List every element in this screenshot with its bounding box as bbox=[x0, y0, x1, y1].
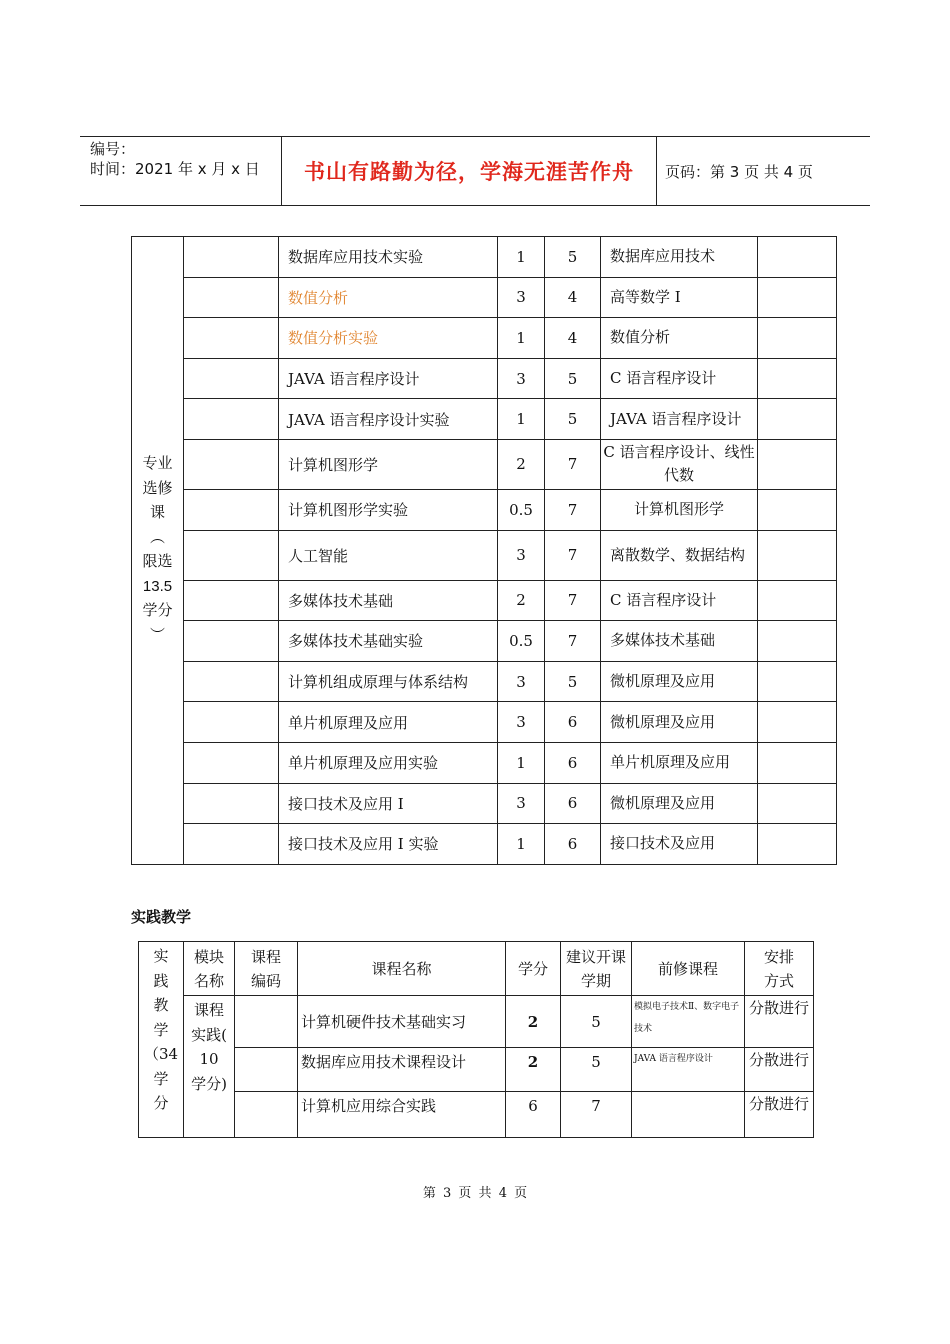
category-text: 限选 bbox=[142, 553, 173, 571]
code-cell bbox=[184, 439, 279, 489]
note-cell bbox=[758, 237, 837, 278]
course-prereq: 数值分析 bbox=[601, 318, 758, 359]
note-cell bbox=[758, 489, 837, 530]
code-cell bbox=[184, 530, 279, 580]
practice-section-title: 实践教学 bbox=[131, 908, 192, 926]
note-cell bbox=[758, 530, 837, 580]
header-arrange: 安排 方式 bbox=[745, 942, 814, 996]
course-name: 计算机应用综合实践 bbox=[298, 1092, 506, 1138]
document-header bbox=[80, 136, 870, 206]
code-cell bbox=[184, 358, 279, 399]
course-credit: 0.5 bbox=[498, 621, 545, 662]
category-text: 学分 bbox=[142, 602, 173, 620]
number-label: 编号： bbox=[90, 140, 136, 158]
course-credit: 0.5 bbox=[498, 489, 545, 530]
course-prereq: 数据库应用技术 bbox=[601, 237, 758, 278]
page-info: 页码：第 3 页 共 4 页 bbox=[665, 162, 813, 181]
course-semester: 7 bbox=[545, 439, 601, 489]
category-text: 专业 bbox=[142, 455, 173, 473]
course-semester: 5 bbox=[561, 996, 632, 1048]
course-semester: 7 bbox=[545, 621, 601, 662]
course-credit: 6 bbox=[506, 1092, 561, 1138]
course-credit: 2 bbox=[498, 580, 545, 621]
note-cell bbox=[758, 318, 837, 359]
course-name: 多媒体技术基础实验 bbox=[279, 621, 498, 662]
course-prereq: 微机原理及应用 bbox=[601, 661, 758, 702]
course-prereq: C 语言程序设计、线性代数 bbox=[601, 439, 758, 489]
course-credit: 3 bbox=[498, 661, 545, 702]
course-credit: 2 bbox=[498, 439, 545, 489]
header-module: 模块 名称 bbox=[184, 942, 235, 996]
course-credit: 2 bbox=[506, 996, 561, 1048]
table-row bbox=[132, 661, 837, 702]
course-name: 多媒体技术基础 bbox=[279, 580, 498, 621]
code-cell bbox=[184, 661, 279, 702]
table-row bbox=[132, 439, 837, 489]
table-row bbox=[132, 621, 837, 662]
module-text: 课程 实践( 10 学分) bbox=[191, 1001, 227, 1093]
module-cell bbox=[184, 996, 235, 1138]
category-text: ︵ bbox=[149, 528, 165, 546]
course-name: 计算机图形学实验 bbox=[279, 489, 498, 530]
course-prereq: C 语言程序设计 bbox=[601, 580, 758, 621]
course-prereq: 模拟电子技术Ⅱ、数字电子技术 bbox=[632, 996, 745, 1048]
course-prereq: 多媒体技术基础 bbox=[601, 621, 758, 662]
course-semester: 7 bbox=[561, 1092, 632, 1138]
code-cell bbox=[184, 399, 279, 440]
course-credit: 3 bbox=[498, 783, 545, 824]
course-prereq: 离散数学、数据结构 bbox=[601, 530, 758, 580]
category-cell bbox=[132, 237, 184, 865]
course-name: 接口技术及应用 I bbox=[279, 783, 498, 824]
course-name: 计算机硬件技术基础实习 bbox=[298, 996, 506, 1048]
code-cell bbox=[184, 783, 279, 824]
course-prereq: JAVA 语言程序设计 bbox=[601, 399, 758, 440]
course-prereq: 计算机图形学 bbox=[601, 489, 758, 530]
course-credit: 1 bbox=[498, 399, 545, 440]
code-cell bbox=[235, 1048, 298, 1092]
code-cell bbox=[184, 824, 279, 865]
course-credit: 3 bbox=[498, 277, 545, 318]
course-prereq: C 语言程序设计 bbox=[601, 358, 758, 399]
code-cell bbox=[184, 277, 279, 318]
code-cell bbox=[184, 621, 279, 662]
course-semester: 7 bbox=[545, 580, 601, 621]
course-semester: 7 bbox=[545, 530, 601, 580]
course-semester: 5 bbox=[545, 399, 601, 440]
code-cell bbox=[235, 1092, 298, 1138]
course-prereq: 微机原理及应用 bbox=[601, 702, 758, 743]
electives-table bbox=[131, 236, 837, 865]
table-row bbox=[132, 742, 837, 783]
table-row bbox=[139, 996, 814, 1048]
course-arrange: 分散进行 bbox=[745, 1092, 814, 1138]
table-row bbox=[132, 702, 837, 743]
course-prereq: 单片机原理及应用 bbox=[601, 742, 758, 783]
practice-header-row bbox=[139, 942, 814, 996]
course-name: 数值分析实验 bbox=[279, 318, 498, 359]
note-cell bbox=[758, 358, 837, 399]
course-credit: 1 bbox=[498, 237, 545, 278]
course-name: JAVA 语言程序设计实验 bbox=[279, 399, 498, 440]
course-credit: 1 bbox=[498, 318, 545, 359]
course-semester: 5 bbox=[545, 358, 601, 399]
category-text: 实 践 教 学 （34 学 分 bbox=[143, 947, 179, 1112]
note-cell bbox=[758, 783, 837, 824]
code-cell bbox=[184, 318, 279, 359]
motto: 书山有路勤为径，学海无涯苦作舟 bbox=[281, 137, 657, 205]
note-cell bbox=[758, 580, 837, 621]
course-semester: 5 bbox=[561, 1048, 632, 1092]
code-cell bbox=[235, 996, 298, 1048]
note-cell bbox=[758, 661, 837, 702]
header-semester: 建议开课 学期 bbox=[561, 942, 632, 996]
course-semester: 6 bbox=[545, 742, 601, 783]
course-credit: 1 bbox=[498, 742, 545, 783]
note-cell bbox=[758, 702, 837, 743]
table-row bbox=[139, 1048, 814, 1092]
course-name: 单片机原理及应用 bbox=[279, 702, 498, 743]
course-credit: 2 bbox=[506, 1048, 561, 1092]
course-prereq: 高等数学 I bbox=[601, 277, 758, 318]
table-row bbox=[132, 580, 837, 621]
course-name: 计算机组成原理与体系结构 bbox=[279, 661, 498, 702]
course-semester: 4 bbox=[545, 318, 601, 359]
note-cell bbox=[758, 621, 837, 662]
course-prereq bbox=[632, 1092, 745, 1138]
note-cell bbox=[758, 277, 837, 318]
table-row bbox=[132, 530, 837, 580]
course-credit: 1 bbox=[498, 824, 545, 865]
course-semester: 6 bbox=[545, 702, 601, 743]
category-text: 13.5 bbox=[142, 577, 173, 595]
course-prereq: JAVA 语言程序设计 bbox=[632, 1048, 745, 1092]
course-prereq: 接口技术及应用 bbox=[601, 824, 758, 865]
course-semester: 6 bbox=[545, 783, 601, 824]
date-label: 时间：2021 年 x 月 x 日 bbox=[90, 160, 260, 178]
category-text: 选修 bbox=[142, 479, 173, 497]
category-text: ︶ bbox=[149, 626, 165, 644]
course-semester: 7 bbox=[545, 489, 601, 530]
code-cell bbox=[184, 489, 279, 530]
course-name: 数据库应用技术实验 bbox=[279, 237, 498, 278]
course-name: 单片机原理及应用实验 bbox=[279, 742, 498, 783]
course-name: 数值分析 bbox=[279, 277, 498, 318]
header-credit: 学分 bbox=[506, 942, 561, 996]
course-prereq: 微机原理及应用 bbox=[601, 783, 758, 824]
course-semester: 6 bbox=[545, 824, 601, 865]
table-row bbox=[132, 489, 837, 530]
course-name: JAVA 语言程序设计 bbox=[279, 358, 498, 399]
course-name: 人工智能 bbox=[279, 530, 498, 580]
table-row bbox=[132, 277, 837, 318]
header-name: 课程名称 bbox=[298, 942, 506, 996]
code-cell bbox=[184, 702, 279, 743]
note-cell bbox=[758, 399, 837, 440]
header-meta bbox=[90, 139, 280, 179]
course-name: 接口技术及应用 I 实验 bbox=[279, 824, 498, 865]
course-semester: 4 bbox=[545, 277, 601, 318]
course-credit: 3 bbox=[498, 530, 545, 580]
practice-table bbox=[138, 941, 814, 1138]
table-row bbox=[132, 318, 837, 359]
page-footer: 第 3 页 共 4 页 bbox=[422, 1186, 528, 1201]
header-category bbox=[139, 942, 184, 1138]
table-row bbox=[139, 1092, 814, 1138]
table-row bbox=[132, 358, 837, 399]
course-arrange: 分散进行 bbox=[745, 1048, 814, 1092]
table-row bbox=[132, 399, 837, 440]
course-semester: 5 bbox=[545, 237, 601, 278]
course-semester: 5 bbox=[545, 661, 601, 702]
header-prereq: 前修课程 bbox=[632, 942, 745, 996]
note-cell bbox=[758, 742, 837, 783]
header-code: 课程 编码 bbox=[235, 942, 298, 996]
note-cell bbox=[758, 439, 837, 489]
course-credit: 3 bbox=[498, 702, 545, 743]
category-text: 课 bbox=[149, 504, 165, 522]
table-row bbox=[132, 237, 837, 278]
note-cell bbox=[758, 824, 837, 865]
table-row bbox=[132, 783, 837, 824]
code-cell bbox=[184, 237, 279, 278]
course-name: 数据库应用技术课程设计 bbox=[298, 1048, 506, 1092]
course-name: 计算机图形学 bbox=[279, 439, 498, 489]
course-credit: 3 bbox=[498, 358, 545, 399]
table-row bbox=[132, 824, 837, 865]
code-cell bbox=[184, 580, 279, 621]
code-cell bbox=[184, 742, 279, 783]
course-arrange: 分散进行 bbox=[745, 996, 814, 1048]
